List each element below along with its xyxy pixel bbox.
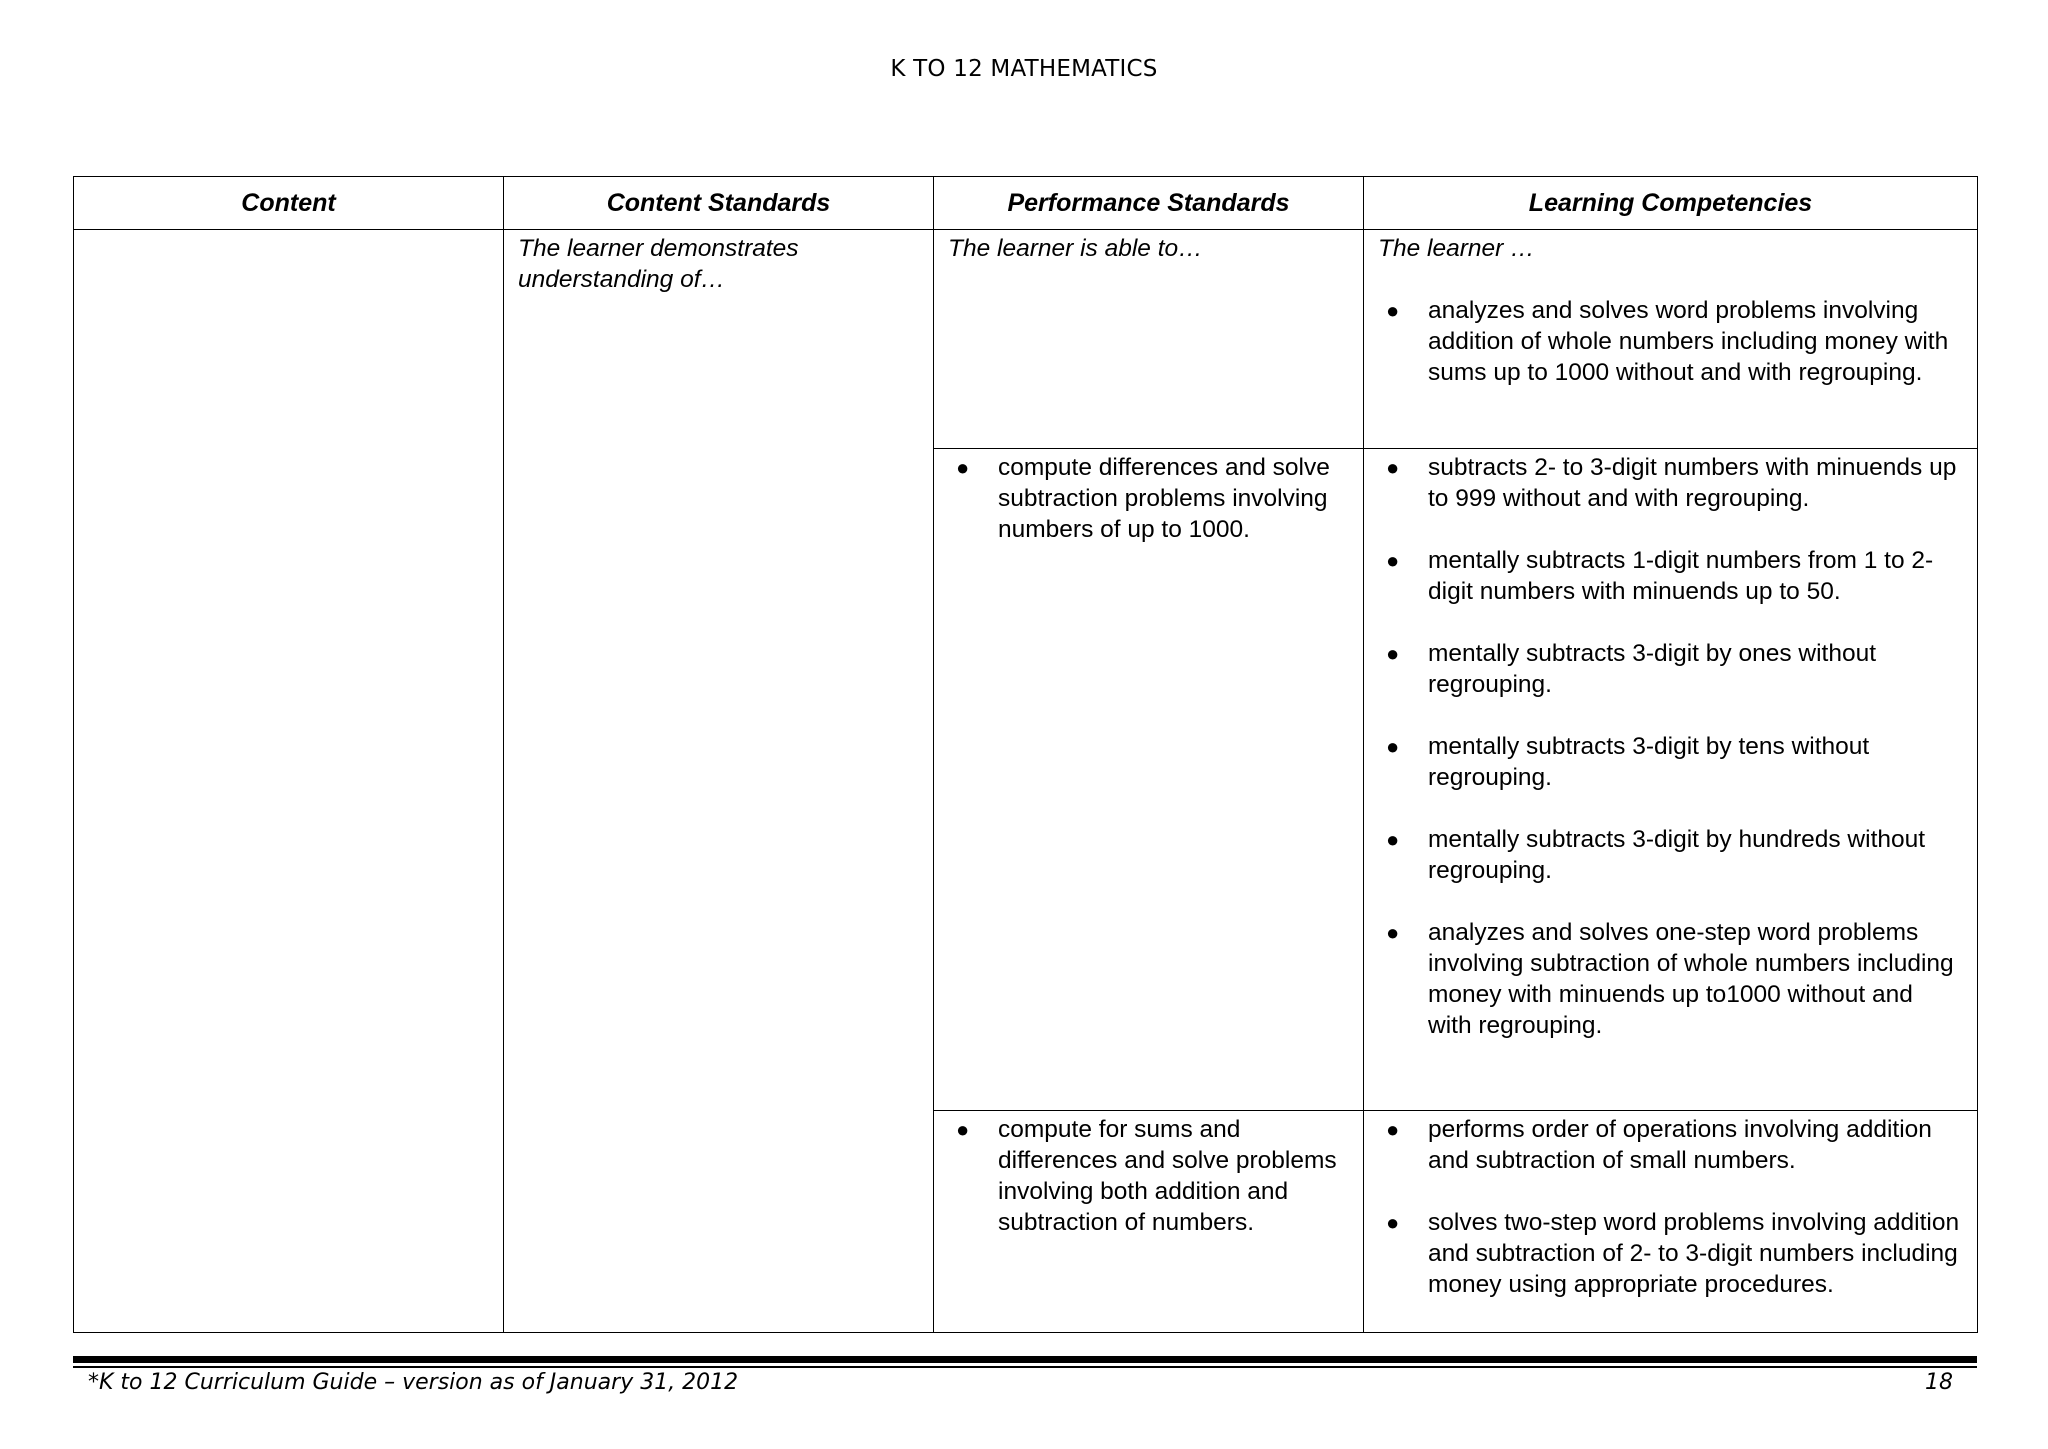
column-header-content-standards: Content Standards [504,177,934,230]
competency-list [1378,295,1963,388]
performance-standards-lead: The learner is able to… [948,235,1203,262]
performance-list [948,1114,1349,1238]
competency-text: analyzes and solves one-step word problems involving subtraction of whole numbers including money with minuends up to1000 without and with regrouping. [1428,919,1954,1039]
list-item [1378,452,1963,514]
page-number: 18 [1925,1370,1953,1395]
content-cell [74,230,504,1333]
list-item [1378,1207,1963,1300]
content-standards-lead: The learner demonstrates understanding of… [518,235,799,293]
learning-competencies-cell [1364,1111,1978,1333]
list-item [1378,824,1963,886]
bullet-icon: ● [1386,1117,1400,1142]
competency-text: mentally subtracts 1-digit numbers from 1 to 2-digit numbers with minuends up to 50. [1428,547,1934,605]
column-header-learning-competencies: Learning Competencies [1364,177,1978,230]
competency-text: mentally subtracts 3-digit by tens without regrouping. [1428,733,1870,791]
list-item [1378,1114,1963,1176]
competency-text: mentally subtracts 3-digit by hundreds without regrouping. [1428,826,1926,884]
competency-list [1378,452,1963,1041]
bullet-icon: ● [1386,298,1400,323]
content-standards-cell [504,230,934,1333]
learning-competencies-lead: The learner … [1378,235,1535,262]
performance-list [948,452,1349,545]
list-item [948,452,1349,545]
footer-rule-thick [73,1356,1977,1363]
table-row [74,230,1978,449]
list-item [1378,917,1963,1041]
learning-competencies-cell [1364,449,1978,1111]
bullet-icon: ● [1386,827,1400,852]
competency-text: analyzes and solves word problems involving addition of whole numbers including money with sums up to 1000 without and with regrouping. [1428,297,1949,386]
performance-standards-cell [934,1111,1364,1333]
bullet-icon: ● [956,1117,970,1142]
competency-text: solves two-step word problems involving addition and subtraction of 2- to 3-digit numbers including money using appropriate procedures. [1428,1209,1960,1298]
bullet-icon: ● [1386,548,1400,573]
bullet-icon: ● [1386,1210,1400,1235]
performance-text: compute differences and solve subtraction problems involving numbers of up to 1000. [998,454,1330,543]
performance-standards-cell [934,449,1364,1111]
performance-standards-cell [934,230,1364,449]
competency-text: performs order of operations involving addition and subtraction of small numbers. [1428,1116,1932,1174]
performance-text: compute for sums and differences and solve problems involving both addition and subtraction of numbers. [998,1116,1337,1236]
footer-guide-version: *K to 12 Curriculum Guide – version as of January 31, 2012 [88,1370,739,1395]
competency-text: subtracts 2- to 3-digit numbers with minuends up to 999 without and with regrouping. [1428,454,1957,512]
competency-text: mentally subtracts 3-digit by ones without regrouping. [1428,640,1877,698]
list-item [1378,545,1963,607]
bullet-icon: ● [1386,641,1400,666]
list-item [1378,638,1963,700]
table-header-row [74,177,1978,230]
list-item [1378,295,1963,388]
document-title: K TO 12 MATHEMATICS [890,56,1158,82]
competency-list [1378,1114,1963,1300]
bullet-icon: ● [1386,920,1400,945]
curriculum-table [73,176,1978,1333]
bullet-icon: ● [1386,455,1400,480]
footer-rule-thin [73,1366,1977,1368]
list-item [948,1114,1349,1238]
column-header-performance-standards: Performance Standards [934,177,1364,230]
bullet-icon: ● [956,455,970,480]
learning-competencies-cell [1364,230,1978,449]
list-item [1378,731,1963,793]
column-header-content: Content [74,177,504,230]
bullet-icon: ● [1386,734,1400,759]
